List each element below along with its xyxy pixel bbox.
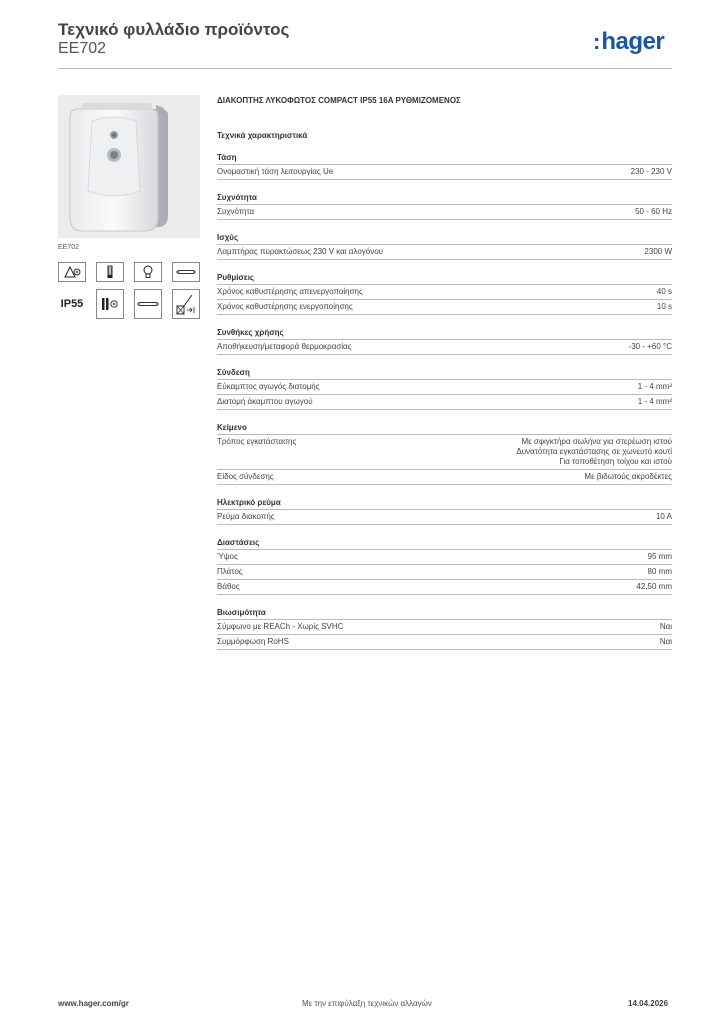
footer-website: www.hager.com/gr	[58, 999, 129, 1008]
spec-label: Βάθος	[217, 582, 240, 591]
product-reference: EE702	[58, 40, 107, 57]
spec-value-line: Με βιδωτούς ακροδέκτες	[584, 472, 672, 481]
spec-section	[217, 193, 672, 220]
spec-row	[217, 550, 672, 565]
logo-text: hager	[601, 28, 665, 55]
spec-value-line: 230 - 230 V	[630, 167, 672, 176]
spec-value-line: 40 s	[656, 287, 672, 296]
product-image	[58, 95, 200, 238]
spec-section	[217, 423, 672, 485]
linear-lamp-icon	[134, 289, 162, 319]
spec-row	[217, 510, 672, 525]
spec-section-title: Βιωσιμότητα	[217, 608, 672, 620]
spec-value	[660, 622, 672, 632]
spec-row	[217, 300, 672, 315]
spec-label: Πλάτος	[217, 567, 243, 576]
footer-notice: Με την επιφύλαξη τεχνικών αλλαγών	[302, 999, 432, 1008]
spec-label: Ρεύμα διακοπής	[217, 512, 275, 521]
spec-value	[631, 167, 672, 177]
spec-row	[217, 245, 672, 260]
spec-label: Είδος σύνδεσης	[217, 472, 274, 481]
hager-logo: :hager	[593, 28, 665, 55]
spec-label: Χρόνος καθυστέρησης ενεργοποίησης	[217, 302, 353, 311]
spec-label: Αποθήκευση/μεταφορά θερμοκρασίας	[217, 342, 352, 351]
linear-halogen-icon	[172, 262, 200, 282]
header-divider	[58, 68, 672, 69]
spec-row	[217, 340, 672, 355]
spec-section-title: Ισχύς	[217, 233, 672, 245]
product-photo-icon	[58, 95, 200, 238]
ip55-rating-badge: IP55	[58, 289, 86, 319]
spec-row	[217, 635, 672, 650]
spec-value-line: Για τοποθέτηση τοίχου και ιστού	[559, 457, 672, 466]
wall-mount-icon	[172, 289, 200, 319]
spec-section-title: Τάση	[217, 153, 672, 165]
spec-value	[638, 382, 672, 392]
spec-value-line: 50 - 60 Hz	[635, 207, 672, 216]
spec-value	[629, 342, 672, 352]
spec-section	[217, 538, 672, 595]
spec-label: Τρόπος εγκατάστασης	[217, 437, 297, 446]
spec-value	[656, 512, 672, 522]
spec-value-line: 2300 W	[644, 247, 672, 256]
spec-heading: Τεχνικά χαρακτηριστικά	[217, 131, 308, 140]
spec-section	[217, 328, 672, 355]
spec-section-title: Ρυθμίσεις	[217, 273, 672, 285]
spec-section-title: Συχνότητα	[217, 193, 672, 205]
spec-value-line: Με σφιγκτήρα σωλήνα για στερέωση ιστού	[521, 437, 672, 446]
spec-value	[636, 582, 672, 592]
spec-label: Εύκαμπτος αγωγός διατομής	[217, 382, 320, 391]
spec-section-title: Σύνδεση	[217, 368, 672, 380]
spec-value-line: Δυνατότητα εγκατάστασης σε χωνευτό κουτί	[516, 447, 672, 456]
feature-icon-grid	[58, 262, 200, 326]
led-lamp-icon	[58, 262, 86, 282]
spec-label: Συχνότητα	[217, 207, 255, 216]
spec-value	[657, 302, 672, 312]
spec-value-line: 1 - 4 mm²	[637, 382, 672, 391]
spec-value-line: 1 - 4 mm²	[637, 397, 672, 406]
spec-label: Χρόνος καθυστέρησης απενεργοποίησης	[217, 287, 363, 296]
bulb-icon	[134, 262, 162, 282]
spec-value-line: 10 s	[656, 302, 672, 311]
spec-value-line: 95 mm	[647, 552, 672, 561]
spec-section-title: Κείμενο	[217, 423, 672, 435]
spec-row	[217, 395, 672, 410]
spec-row	[217, 580, 672, 595]
spec-value-line: 10 A	[655, 512, 672, 521]
spec-value	[635, 207, 672, 217]
spec-value-line: 80 mm	[647, 567, 672, 576]
spec-label: Ονομαστική τάση λειτουργίας Ue	[217, 167, 334, 176]
spec-value-line: 42,50 mm	[636, 582, 672, 591]
spec-row	[217, 380, 672, 395]
spec-row	[217, 285, 672, 300]
electronic-ballast-icon	[96, 289, 124, 319]
spec-label: Σύμφωνο με REACh - Χωρίς SVHC	[217, 622, 344, 631]
spec-value-line: -30 - +60 °C	[628, 342, 672, 351]
spec-section	[217, 608, 672, 650]
spec-value-line: Ναι	[659, 622, 672, 631]
spec-section	[217, 368, 672, 410]
spec-value	[648, 567, 672, 577]
spec-value	[644, 247, 672, 257]
spec-row	[217, 620, 672, 635]
spec-label: Διατομή άκαμπτου αγωγού	[217, 397, 313, 406]
product-title: ΔΙΑΚΟΠΤΗΣ ΛΥΚΟΦΩΤΟΣ COMPACT IP55 16A ΡΥΘΜΙΖΟΜΕΝΟΣ	[217, 96, 461, 105]
spec-value-line: Ναι	[659, 637, 672, 646]
spec-section-title: Ηλεκτρικό ρεύμα	[217, 498, 672, 510]
spec-section-title: Διαστάσεις	[217, 538, 672, 550]
fluorescent-tube-icon	[96, 262, 124, 282]
spec-label: Λαμπτήρας πυρακτώσεως 230 V και αλογόνου	[217, 247, 384, 256]
spec-value	[660, 637, 672, 647]
spec-row	[217, 565, 672, 580]
spec-value	[516, 437, 672, 467]
spec-label: Συμμόρφωση RoHS	[217, 637, 289, 646]
spec-sections	[217, 153, 672, 650]
spec-value	[638, 397, 672, 407]
spec-row	[217, 435, 672, 470]
spec-row	[217, 470, 672, 485]
spec-section	[217, 153, 672, 180]
spec-section	[217, 273, 672, 315]
spec-row	[217, 205, 672, 220]
product-image-caption: EE702	[58, 244, 80, 251]
spec-content	[217, 96, 672, 650]
spec-section	[217, 498, 672, 525]
spec-value	[584, 472, 672, 482]
page-title: Τεχνικό φυλλάδιο προϊόντος	[58, 20, 290, 39]
spec-section	[217, 233, 672, 260]
spec-label: Ύψος	[217, 552, 238, 561]
footer-date: 14.04.2026	[628, 999, 669, 1008]
spec-value	[657, 287, 672, 297]
spec-section-title: Συνθήκες χρήσης	[217, 328, 672, 340]
spec-row	[217, 165, 672, 180]
spec-value	[648, 552, 672, 562]
